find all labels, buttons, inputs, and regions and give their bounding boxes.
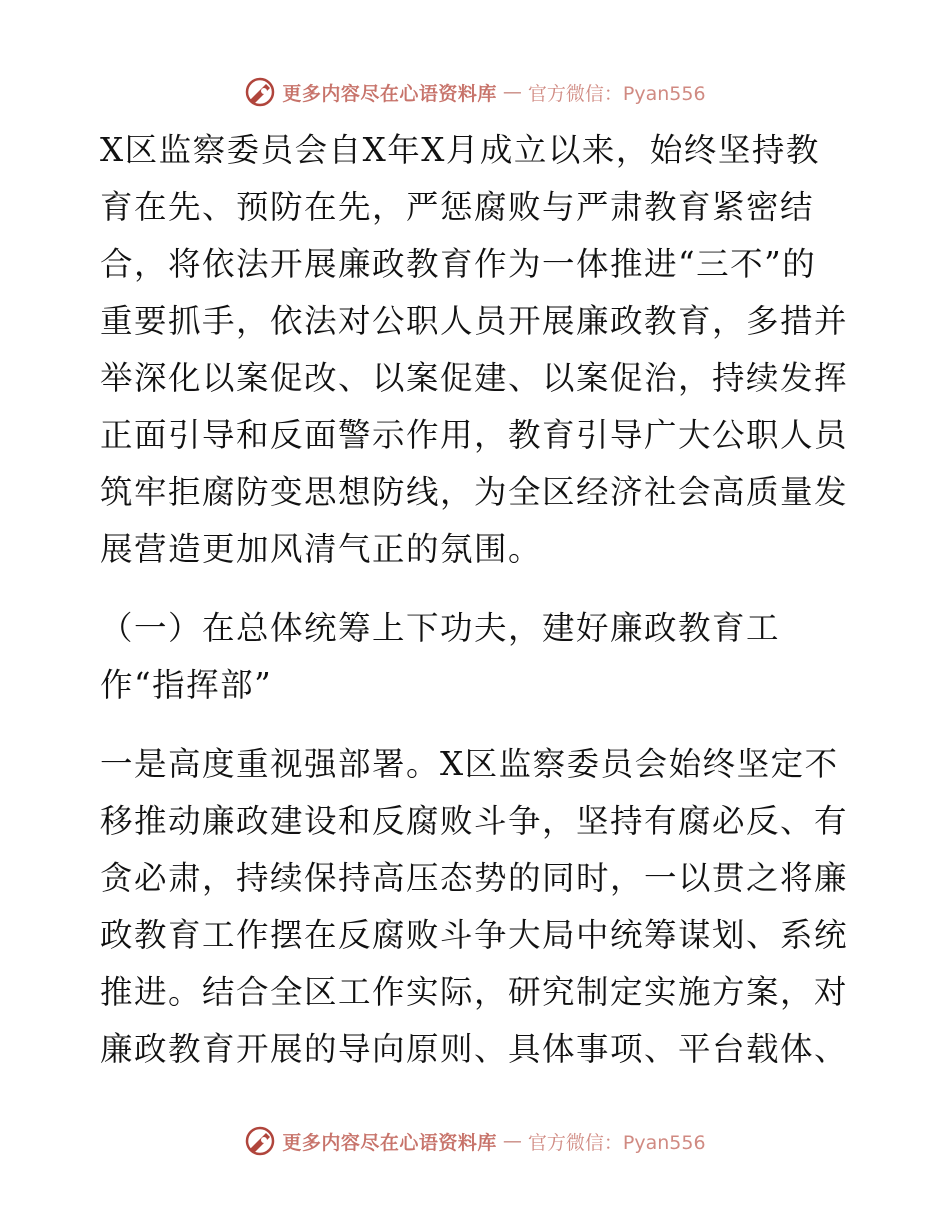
text-line: 举深化以案促改、以案促建、以案促治，持续发挥 <box>100 359 849 397</box>
text-line: 一是高度重视强部署。X区监察委员会始终坚定不 <box>100 745 839 783</box>
text-line: 正面引导和反面警示作用，教育引导广大公职人员 <box>100 416 849 454</box>
text-line: 筑牢拒腐防变思想防线，为全区经济社会高质量发 <box>100 473 849 511</box>
text-line: 贪必肃，持续保持高压态势的同时，一以贯之将廉 <box>100 859 849 897</box>
watermark-separator: — <box>502 81 522 103</box>
pen-logo-icon <box>244 1125 276 1157</box>
paragraph-intro <box>100 122 850 578</box>
text-line: 政教育工作摆在反腐败斗争大局中统筹谋划、系统 <box>100 916 849 954</box>
heading-line: （一）在总体统筹上下功夫，建好廉政教育工 <box>100 609 781 647</box>
text-line: 展营造更加风清气正的氛围。 <box>100 530 543 568</box>
paragraph-body <box>100 736 850 1078</box>
watermark-contact: 官方微信：Pyan556 <box>527 82 706 105</box>
watermark-contact: 官方微信：Pyan556 <box>527 1131 706 1154</box>
text-line: 移推动廉政建设和反腐败斗争，坚持有腐必反、有 <box>100 802 849 840</box>
text-line: 重要抓手，依法对公职人员开展廉政教育，多措并 <box>100 302 849 340</box>
watermark-text: 更多内容尽在心语资料库 <box>282 82 497 105</box>
text-line: 育在先、预防在先，严惩腐败与严肃教育紧密结 <box>100 188 815 226</box>
heading-line: 作“指挥部” <box>100 666 273 704</box>
pen-logo-icon <box>244 76 276 108</box>
watermark-text: 更多内容尽在心语资料库 <box>282 1131 497 1154</box>
document-body <box>100 122 850 1078</box>
section-heading <box>100 600 850 714</box>
text-line: X区监察委员会自X年X月成立以来，始终坚持教 <box>100 131 820 169</box>
watermark-separator: — <box>502 1130 522 1152</box>
text-line: 合，将依法开展廉政教育作为一体推进“三不”的 <box>100 245 817 283</box>
text-line: 推进。结合全区工作实际，研究制定实施方案，对 <box>100 973 849 1011</box>
watermark-header <box>0 72 950 112</box>
watermark-footer <box>0 1121 950 1161</box>
text-line: 廉政教育开展的导向原则、具体事项、平台载体、 <box>100 1030 849 1068</box>
